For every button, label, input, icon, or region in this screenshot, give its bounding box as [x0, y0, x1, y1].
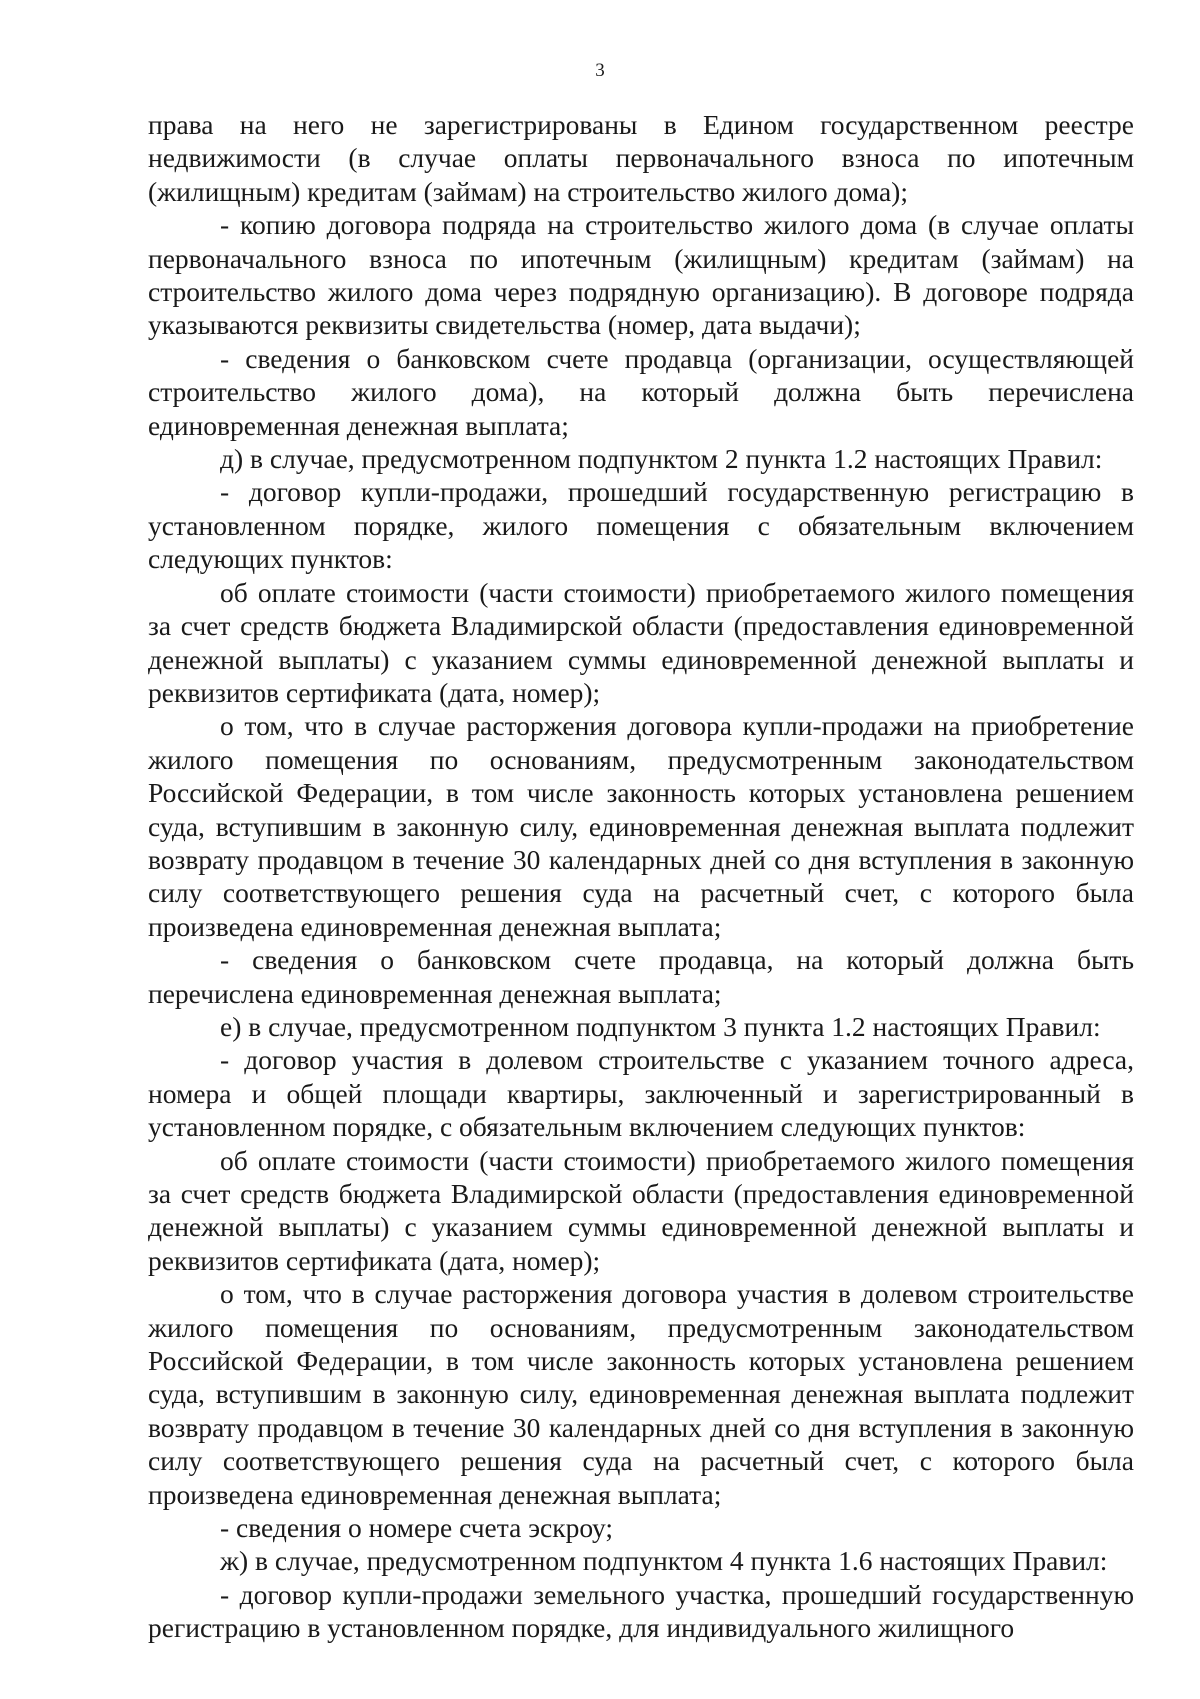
paragraph: е) в случае, предусмотренном подпунктом 3 пункта 1.2 настоящих Правил:: [220, 1010, 1101, 1042]
paragraph: - копию договора подряда на строительство жилого дома (в случае оплаты первоначального взноса по ипотечным (жилищным) кредитам (займам) на строительство жилого дома через подрядную организацию). В договоре подряда указываются реквизиты свидетельства (номер, дата выдачи);: [148, 209, 1134, 341]
paragraph: об оплате стоимости (части стоимости) приобретаемого жилого помещения за счет средств бюджета Владимирской области (предоставления единовременной денежной выплаты) с указанием суммы единовременной денежной выплаты и реквизитов сертификата (дата, номер);: [148, 576, 1134, 708]
paragraph: о том, что в случае расторжения договора купли-продажи на приобретение жилого помещения по основаниям, предусмотренным законодательством Российской Федерации, в том числе законность которых установлена решением суда, вступившим в законную силу, единовременная денежная выплата подлежит возврату продавцом в течение 30 календарных дней со дня вступления в законную силу соответствующего решения суда на расчетный счет, с которого была произведена единовременная денежная выплата;: [148, 710, 1134, 942]
paragraph: - сведения о номере счета эскроу;: [220, 1512, 614, 1544]
paragraph: - договор участия в долевом строительстве с указанием точного адреса, номера и общей площади квартиры, заключенный и зарегистрированный в установленном порядке, с обязательным включением следующих пунктов:: [148, 1044, 1134, 1143]
paragraph: - договор купли-продажи, прошедший государственную регистрацию в установленном порядке, жилого помещения с обязательным включением следующих пунктов:: [148, 476, 1134, 575]
paragraph: о том, что в случае расторжения договора участия в долевом строительстве жилого помещения по основаниям, предусмотренным законодательством Российской Федерации, в том числе законность которых установлена решением суда, вступившим в законную силу, единовременная денежная выплата подлежит возврату продавцом в течение 30 календарных дней со дня вступления в законную силу соответствующего решения суда на расчетный счет, с которого была произведена единовременная денежная выплата;: [148, 1278, 1134, 1510]
paragraph: - договор купли-продажи земельного участка, прошедший государственную регистрацию в установленном порядке, для индивидуального жилищного: [148, 1578, 1134, 1644]
paragraph: права на него не зарегистрированы в Едином государственном реестре недвижимости (в случае оплаты первоначального взноса по ипотечным (жилищным) кредитам (займам) на строительство жилого дома);: [148, 109, 1134, 207]
paragraph: ж) в случае, предусмотренном подпунктом 4 пункта 1.6 настоящих Правил:: [220, 1545, 1108, 1577]
paragraph: об оплате стоимости (части стоимости) приобретаемого жилого помещения за счет средств бюджета Владимирской области (предоставления единовременной денежной выплаты) с указанием суммы единовременной денежной выплаты и реквизитов сертификата (дата, номер);: [148, 1144, 1134, 1276]
document-body: [148, 108, 1134, 1645]
page-number: 3: [595, 60, 605, 81]
paragraph: - сведения о банковском счете продавца, на который должна быть перечислена единовременная денежная выплата;: [148, 944, 1134, 1009]
paragraph: д) в случае, предусмотренном подпунктом 2 пункта 1.2 настоящих Правил:: [220, 443, 1103, 475]
paragraph: - сведения о банковском счете продавца (организации, осуществляющей строительство жилого дома), на который должна быть перечислена единовременная денежная выплата;: [148, 342, 1134, 441]
